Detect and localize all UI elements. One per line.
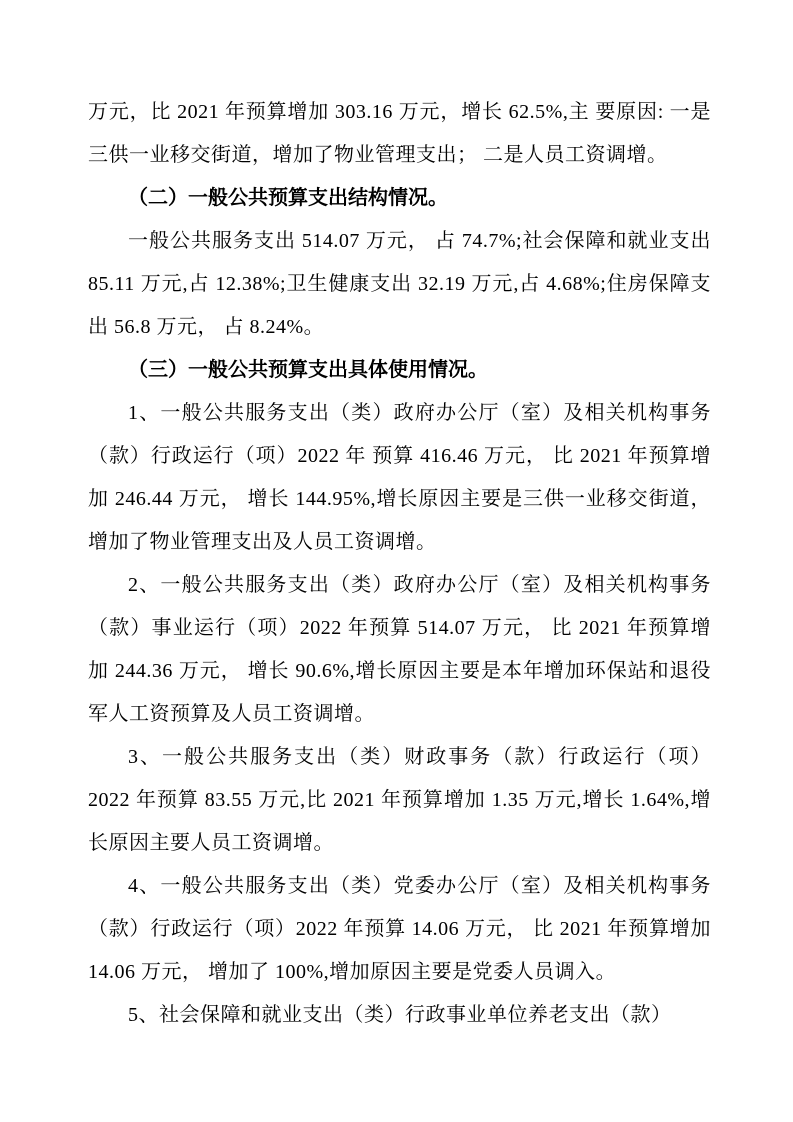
body-paragraph-item-1: 1、一般公共服务支出（类）政府办公厅（室）及相关机构事务（款）行政运行（项）2022 年 预算 416.46 万元， 比 2021 年预算增加 246.44 万元， 增长 144.95%,增长原因主要是三供一业移交街道，增加了物业管理支出及人员工资调增。 [88, 402, 711, 553]
document-text-block [88, 91, 711, 1037]
section-heading-3: （三）一般公共预算支出具体使用情况。 [128, 359, 488, 381]
body-paragraph-structure: 一般公共服务支出 514.07 万元， 占 74.7%;社会保障和就业支出 85.11 万元,占 12.38%;卫生健康支出 32.19 万元,占 4.68%;住房保障支出 56.8 万元， 占 8.24%。 [88, 230, 711, 338]
body-paragraph-item-3: 3、一般公共服务支出（类）财政事务（款）行政运行（项）2022 年预算 83.55 万元,比 2021 年预算增加 1.35 万元,增长 1.64%,增长原因主要人员工资调增。 [88, 746, 711, 854]
body-paragraph-item-5: 5、社会保障和就业支出（类）行政事业单位养老支出（款） [128, 1004, 672, 1026]
paragraph-continuation: 万元，比 2021 年预算增加 303.16 万元，增长 62.5%,主 要原因: 一是三供一业移交街道，增加了物业管理支出； 二是人员工资调增。 [88, 101, 711, 166]
body-paragraph-item-4: 4、一般公共服务支出（类）党委办公厅（室）及相关机构事务（款）行政运行（项）2022 年预算 14.06 万元， 比 2021 年预算增加 14.06 万元， 增加了 100%,增加原因主要是党委人员调入。 [88, 875, 711, 983]
body-paragraph-item-2: 2、一般公共服务支出（类）政府办公厅（室）及相关机构事务（款）事业运行（项）2022 年预算 514.07 万元， 比 2021 年预算增加 244.36 万元， 增长 90.6%,增长原因主要是本年增加环保站和退役军人工资预算及人员工资调增。 [88, 574, 711, 725]
section-heading-2: （二）一般公共预算支出结构情况。 [128, 187, 448, 209]
